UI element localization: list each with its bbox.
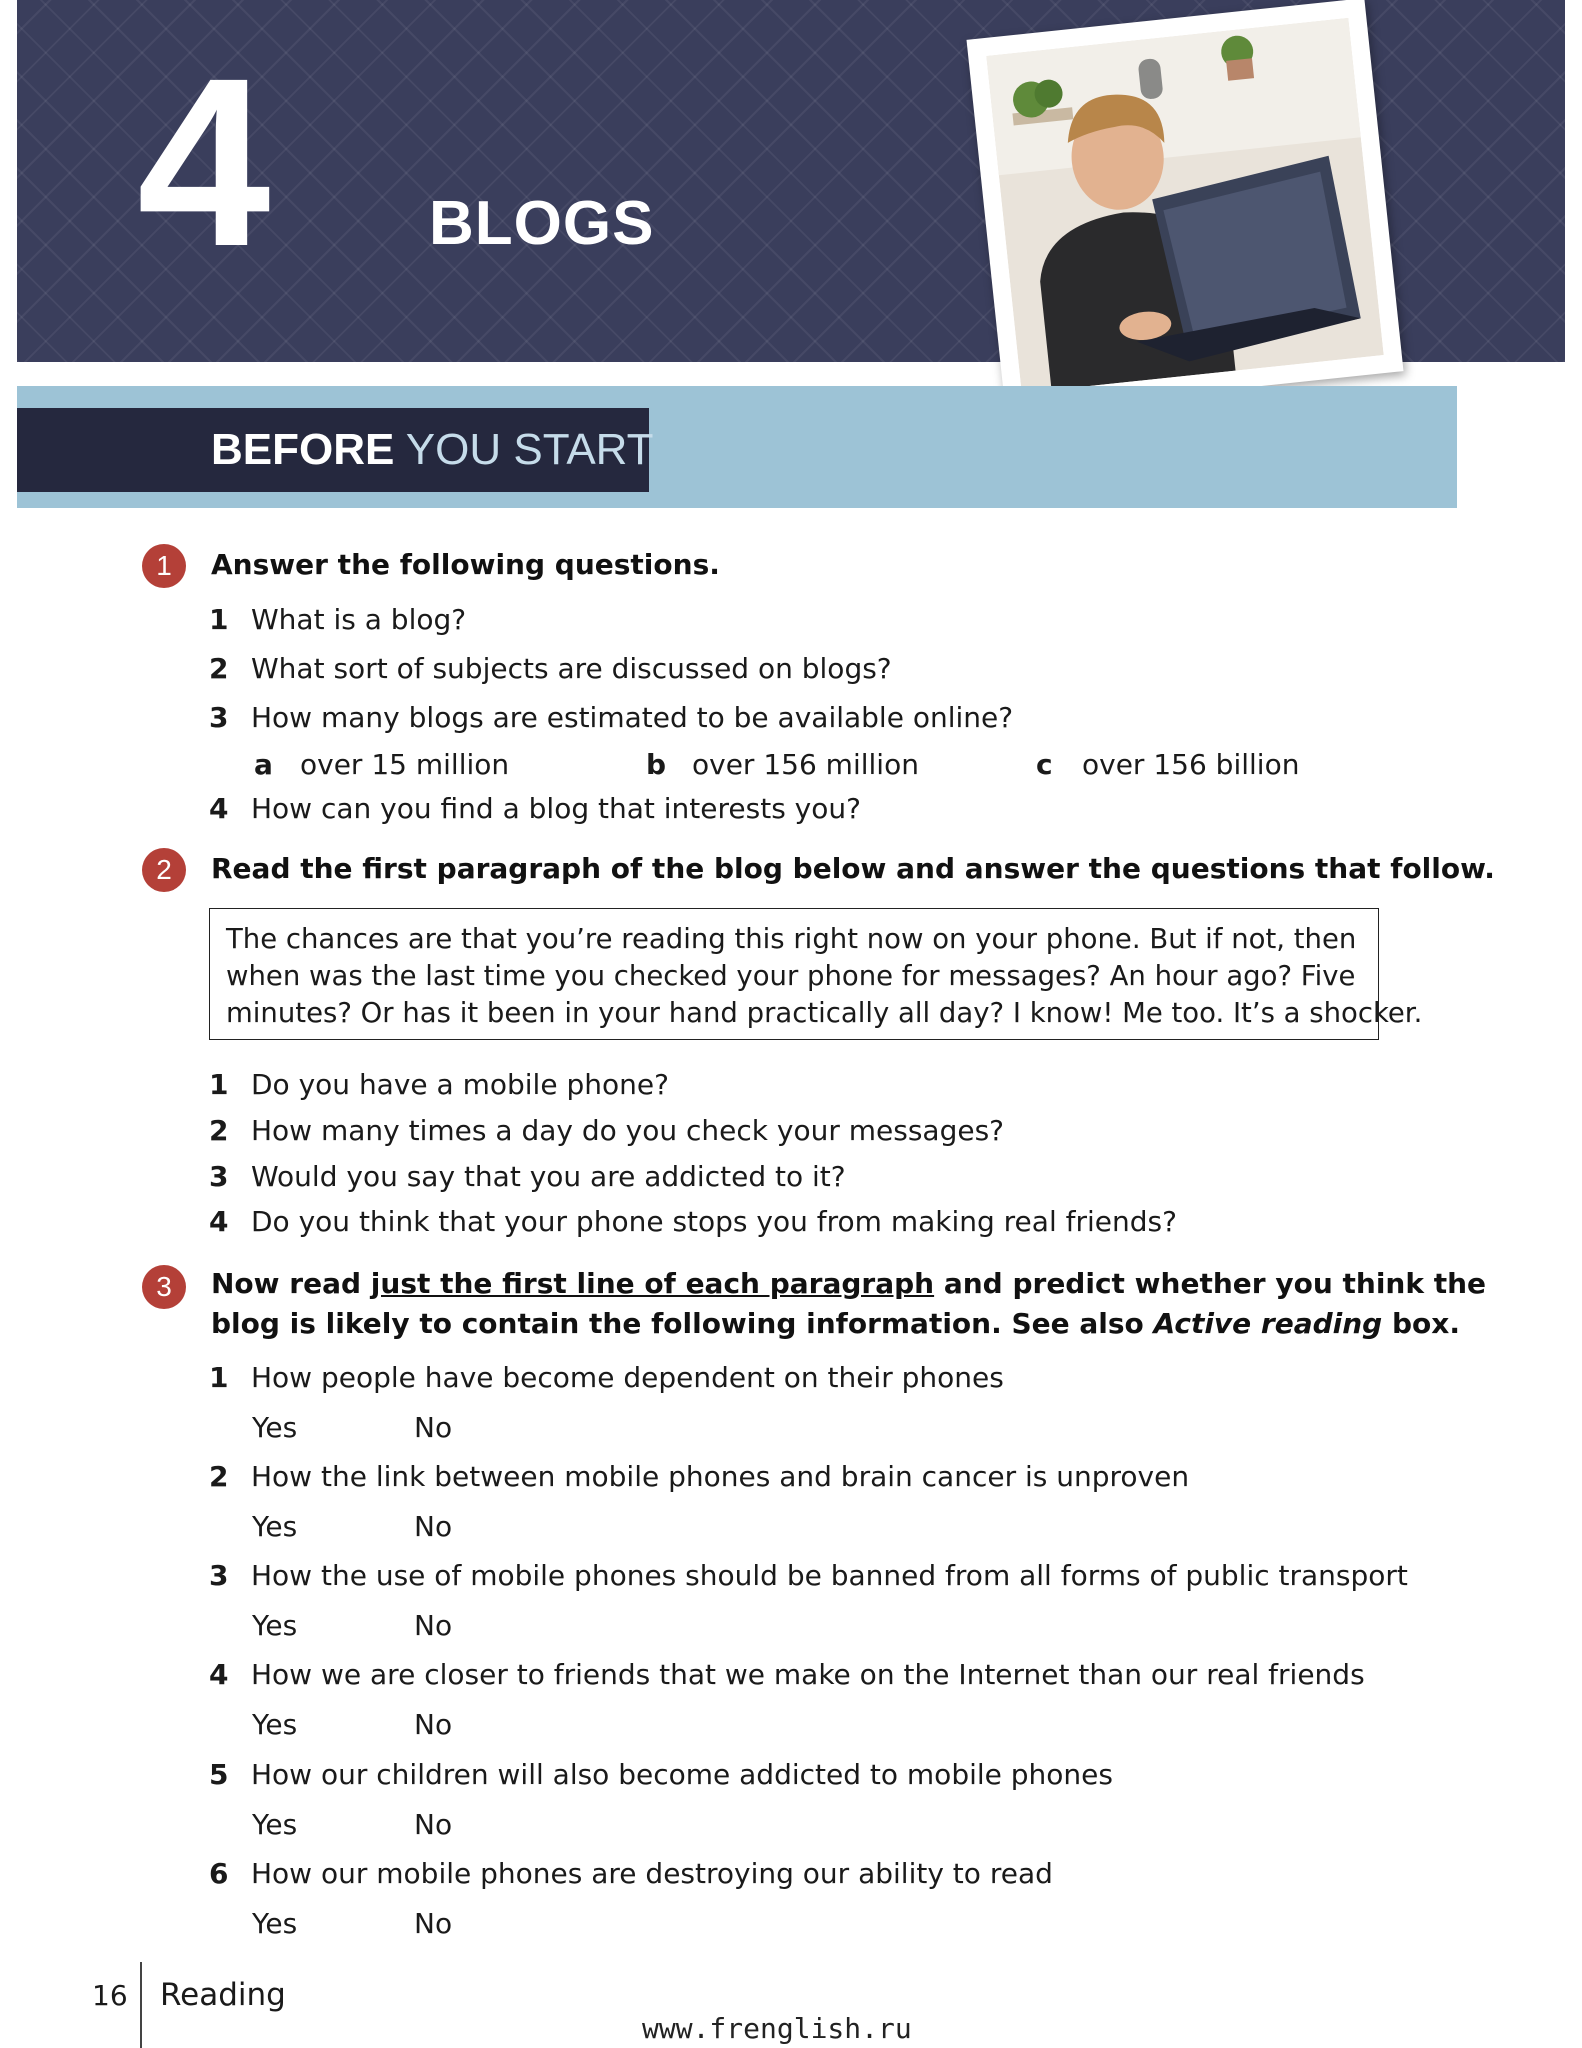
question-text: What is a blog? [251, 603, 467, 636]
section-heading-text [211, 424, 654, 476]
item-number: 1 [209, 1361, 229, 1394]
exercise-2-number: 2 [142, 848, 186, 892]
exercise-2-title: Read the first paragraph of the blog below and answer the questions that follow. [211, 852, 1495, 885]
young-man-with-laptop-photo [966, 0, 1403, 413]
title-underlined-text: just the first line of each paragraph [370, 1267, 935, 1300]
question-number: 3 [209, 1160, 229, 1193]
item-text: How our mobile phones are destroying our ability to read [251, 1857, 1053, 1890]
yes-option[interactable]: Yes [252, 1411, 298, 1444]
question-text: How many times a day do you check your messages? [251, 1114, 1005, 1147]
yes-option[interactable]: Yes [252, 1808, 298, 1841]
question-number: 1 [209, 1068, 229, 1101]
option-letter: a [254, 748, 273, 781]
no-option[interactable]: No [414, 1510, 453, 1543]
footer-section-name: Reading [160, 1977, 286, 2013]
blog-excerpt-line: minutes? Or has it been in your hand practically all day? I know! Me too. It’s a shocker. [226, 997, 1423, 1029]
no-option[interactable]: No [414, 1609, 453, 1642]
item-text: How the use of mobile phones should be banned from all forms of public transport [251, 1559, 1408, 1592]
item-number: 6 [209, 1857, 229, 1890]
question-text: How many blogs are estimated to be available online? [251, 701, 1014, 734]
title-text: blog is likely to contain the following information. See also [211, 1307, 1154, 1340]
no-option[interactable]: No [414, 1907, 453, 1940]
question-number: 2 [209, 652, 229, 685]
item-text: How we are closer to friends that we make on the Internet than our real friends [251, 1658, 1365, 1691]
item-text: How our children will also become addicted to mobile phones [251, 1758, 1113, 1791]
watermark-url: www.frenglish.ru [642, 2012, 912, 2045]
no-option[interactable]: No [414, 1708, 453, 1741]
yes-option[interactable]: Yes [252, 1708, 298, 1741]
chapter-number: 4 [137, 28, 271, 296]
title-text: Now read [211, 1267, 371, 1300]
question-number: 3 [209, 701, 229, 734]
no-option[interactable]: No [414, 1808, 453, 1841]
exercise-3-number: 3 [142, 1265, 186, 1309]
item-number: 3 [209, 1559, 229, 1592]
title-italic-text: Active reading [1153, 1307, 1383, 1340]
question-text: How can you find a blog that interests you? [251, 792, 861, 825]
blog-excerpt-box [209, 908, 1423, 1040]
title-text: box. [1382, 1307, 1460, 1340]
question-number: 4 [209, 1205, 229, 1238]
page-number: 16 [92, 1979, 128, 2012]
yes-option[interactable]: Yes [252, 1609, 298, 1642]
question-text: Do you have a mobile phone? [251, 1068, 669, 1101]
item-text: How people have become dependent on their phones [251, 1361, 1004, 1394]
item-number: 4 [209, 1658, 229, 1691]
option-text: over 156 million [692, 748, 919, 781]
exercise-3-title [211, 1264, 1486, 1344]
question-text: Do you think that your phone stops you from making real friends? [251, 1205, 1177, 1238]
option-letter: b [646, 748, 667, 781]
yes-option[interactable]: Yes [252, 1510, 298, 1543]
no-option[interactable]: No [414, 1411, 453, 1444]
exercise-3-title-line-1 [211, 1264, 1486, 1304]
item-number: 5 [209, 1758, 229, 1791]
section-heading-bold: BEFORE [211, 425, 395, 474]
question-text: What sort of subjects are discussed on blogs? [251, 652, 892, 685]
photo-illustration [986, 18, 1383, 393]
question-number: 2 [209, 1114, 229, 1147]
blog-excerpt-line: The chances are that you’re reading this right now on your phone. But if not, then [226, 923, 1357, 955]
yes-option[interactable]: Yes [252, 1907, 298, 1940]
option-text: over 15 million [300, 748, 510, 781]
question-text: Would you say that you are addicted to it? [251, 1160, 846, 1193]
option-text: over 156 billion [1082, 748, 1300, 781]
blog-excerpt-line: when was the last time you checked your phone for messages? An hour ago? Five [226, 960, 1356, 992]
question-number: 4 [209, 792, 229, 825]
footer-divider [140, 1962, 142, 2048]
exercise-3-title-line-2 [211, 1304, 1486, 1344]
item-text: How the link between mobile phones and brain cancer is unproven [251, 1460, 1190, 1493]
exercise-1-title: Answer the following questions. [211, 548, 720, 581]
section-heading [17, 408, 654, 492]
question-number: 1 [209, 603, 229, 636]
item-number: 2 [209, 1460, 229, 1493]
title-text: and predict whether you think the [934, 1267, 1487, 1300]
chapter-title: BLOGS [429, 189, 655, 258]
section-heading-light: YOU START [394, 425, 654, 474]
exercise-1-number: 1 [142, 544, 186, 588]
option-letter: c [1036, 748, 1053, 781]
